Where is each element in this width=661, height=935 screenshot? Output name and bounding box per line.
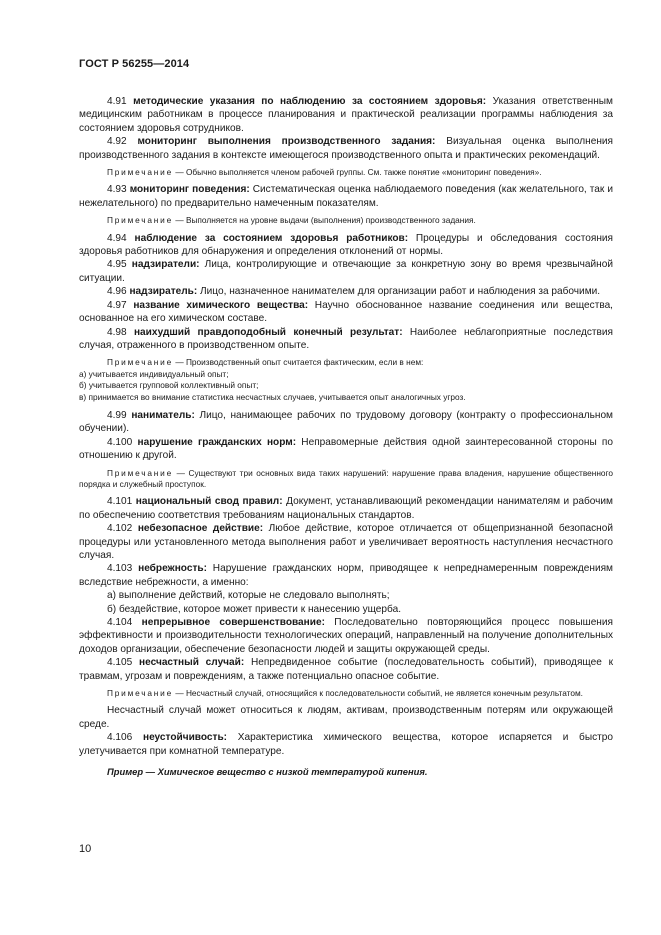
entry-4-102: [79, 522, 613, 562]
note-list-item: б) учитывается групповой коллективный опыт;: [79, 380, 259, 391]
entry-number: 4.105: [107, 657, 140, 669]
note-4-92: [79, 167, 613, 178]
entry-definition: Лица, контролирующие и отвечающие за конкретную зону во время чрезвычайной ситуации.: [79, 259, 613, 284]
entry-4-93: [79, 183, 613, 210]
entry-definition: Процедуры и обследования состояния здоровья работников для обнаружения и определения отклонений от нормы.: [79, 232, 614, 258]
note-label: Примечание: [107, 467, 174, 478]
note-label: Примечание: [107, 215, 174, 226]
entry-definition: Неправомерные действия одной заинтересованной стороны по отношению к другой.: [79, 436, 613, 462]
entry-4-94: [79, 232, 613, 259]
entry-term: наниматель:: [131, 409, 195, 421]
entry-term: надзиратели:: [131, 259, 200, 271]
entry-4-101: [79, 495, 613, 522]
entry-number: 4.101: [107, 496, 136, 508]
note-4-100: [79, 468, 613, 491]
document-body: [79, 95, 613, 779]
note-label: Примечание: [107, 167, 174, 178]
entry-term: надзиратель:: [129, 286, 198, 298]
note-text: — Выполняется на уровне выдачи (выполнения) производственного задания.: [173, 215, 476, 226]
entry-definition: Характеристика химического вещества, которое испаряется и быстро улетучивается при комнатной температуре.: [79, 732, 613, 757]
entry-number: 4.92: [107, 136, 138, 148]
note-label: Примечание: [107, 688, 174, 699]
entry-4-105: [79, 656, 613, 683]
entry-list-item: а) выполнение действий, которые не следовало выполнять;: [107, 590, 390, 602]
entry-term: национальный свод правил:: [135, 496, 283, 508]
note-4-105: [79, 688, 613, 699]
note-text: — Производственный опыт считается фактическим, если в нем:: [173, 357, 424, 368]
entry-term: методические указания по наблюдению за состоянием здоровья:: [133, 96, 487, 107]
entry-definition: Указания ответственным медицинским работникам в процессе планирования и практической реализации программы наблюдения за состоянием здоровья сотрудников.: [79, 96, 613, 134]
entry-4-100: [79, 436, 613, 463]
note-text: — Обычно выполняется членом рабочей группы. См. также понятие «мониторинг поведения».: [173, 167, 542, 178]
entry-definition: Лицо, нанимающее рабочих по трудовому договору (контракту о профессиональном обучении).: [79, 409, 613, 435]
entry-4-99: [79, 409, 613, 436]
entry-4-92: [79, 135, 613, 162]
entry-list-item: б) бездействие, которое может привести к нанесению ущерба.: [107, 603, 402, 615]
entry-definition: Нарушение гражданских норм, приводящее к непреднамеренным повреждениям вследствие небрежности, а именно:: [79, 563, 613, 588]
entry-definition: Непредвиденное событие (последовательность событий), приводящее к травмам, угрозам и повреждениям, а также потенциально опасное событие.: [79, 657, 614, 682]
entry-4-96: [79, 285, 613, 298]
entry-4-98: [79, 326, 613, 353]
entry-term: наблюдение за состоянием здоровья работников:: [134, 232, 409, 244]
entry-number: 4.91: [107, 96, 134, 107]
note-list-item: а) учитывается индивидуальный опыт;: [79, 368, 229, 379]
entry-number: 4.97: [107, 299, 134, 311]
entry-term: небезопасное действие:: [137, 523, 264, 535]
entry-definition: Визуальная оценка выполнения производственного задания в контексте имеющегося производственного опыта и практических рекомендаций.: [79, 136, 613, 161]
entry-term: мониторинг поведения:: [129, 184, 250, 196]
entry-term: непрерывное совершенствование:: [141, 617, 325, 629]
entry-term: неустойчивость:: [142, 732, 228, 744]
note-label: Примечание: [107, 357, 174, 368]
note-text: — Несчастный случай, относящийся к последовательности событий, не является конечным результатом.: [173, 688, 583, 699]
entry-definition: Любое действие, которое отличается от общепризнанной безопасной процедуры или установленного метода выполнения работ и увеличивает вероятность наступления несчастного случая.: [79, 523, 614, 561]
entry-number: 4.96: [107, 286, 130, 298]
entry-term: небрежность:: [138, 563, 207, 575]
entry-number: 4.93: [107, 184, 130, 196]
entry-number: 4.100: [107, 436, 138, 448]
entry-4-95: [79, 258, 613, 285]
entry-number: 4.103: [107, 563, 139, 575]
entry-4-97: [79, 299, 613, 326]
entry-4-104: [79, 616, 613, 656]
note-text: — Существуют три основных вида таких нарушений: нарушение права владения, нарушение общественного порядка и служебный проступок.: [79, 467, 613, 489]
entry-term: нарушение гражданских норм:: [137, 436, 297, 448]
entry-number: 4.106: [107, 732, 143, 744]
entry-4-106: [79, 731, 613, 758]
entry-number: 4.102: [107, 523, 138, 535]
entry-term: название химического вещества:: [133, 299, 309, 311]
page-number: 10: [79, 843, 92, 855]
entry-definition: Систематическая оценка наблюдаемого поведения (как желательного, так и нежелательного) по предварительно намеченным показателям.: [79, 184, 613, 209]
entry-number: 4.99: [107, 409, 132, 421]
paragraph-4-105: Несчастный случай может относиться к людям, активам, производственным потерям или окружающей среде.: [79, 705, 613, 730]
entry-number: 4.95: [107, 259, 132, 271]
example-text: Пример — Химическое вещество с низкой температурой кипения.: [107, 766, 428, 778]
document-header: ГОСТ Р 56255—2014: [79, 58, 190, 70]
entry-definition: Научно обоснованное название соединения или вещества, основанное на его химическом составе.: [79, 299, 613, 325]
entry-definition: Документ, устанавливающий рекомендации нанимателям и рабочим по обеспечению соответствия требованиям национальных стандартов.: [79, 496, 613, 521]
entry-definition: Последовательно повторяющийся процесс повышения эффективности и производительности технологических операций, направленный на получение дополнительных доходов организации, обеспечение безопасности людей и защиты окружающей среды.: [79, 617, 613, 655]
note-4-93: [79, 215, 613, 226]
entry-definition: Наиболее неблагоприятные последствия случая, отраженного в производственном опыте.: [79, 326, 613, 351]
entry-term: несчастный случай:: [139, 657, 245, 669]
entry-number: 4.94: [107, 232, 135, 244]
entry-4-91: [79, 95, 613, 135]
entry-4-103: [79, 562, 613, 589]
entry-term: мониторинг выполнения производственного задания:: [137, 136, 436, 148]
note-4-98: [79, 357, 613, 368]
entry-number: 4.98: [107, 326, 134, 338]
entry-term: наихудший правдоподобный конечный результат:: [133, 326, 403, 338]
entry-definition: Лицо, назначенное нанимателем для организации работ и наблюдения за рабочими.: [197, 286, 601, 298]
entry-number: 4.104: [107, 617, 142, 629]
note-list-item: в) принимается во внимание статистика несчастных случаев, учитывается опыт аналогичных угроз.: [79, 391, 466, 402]
